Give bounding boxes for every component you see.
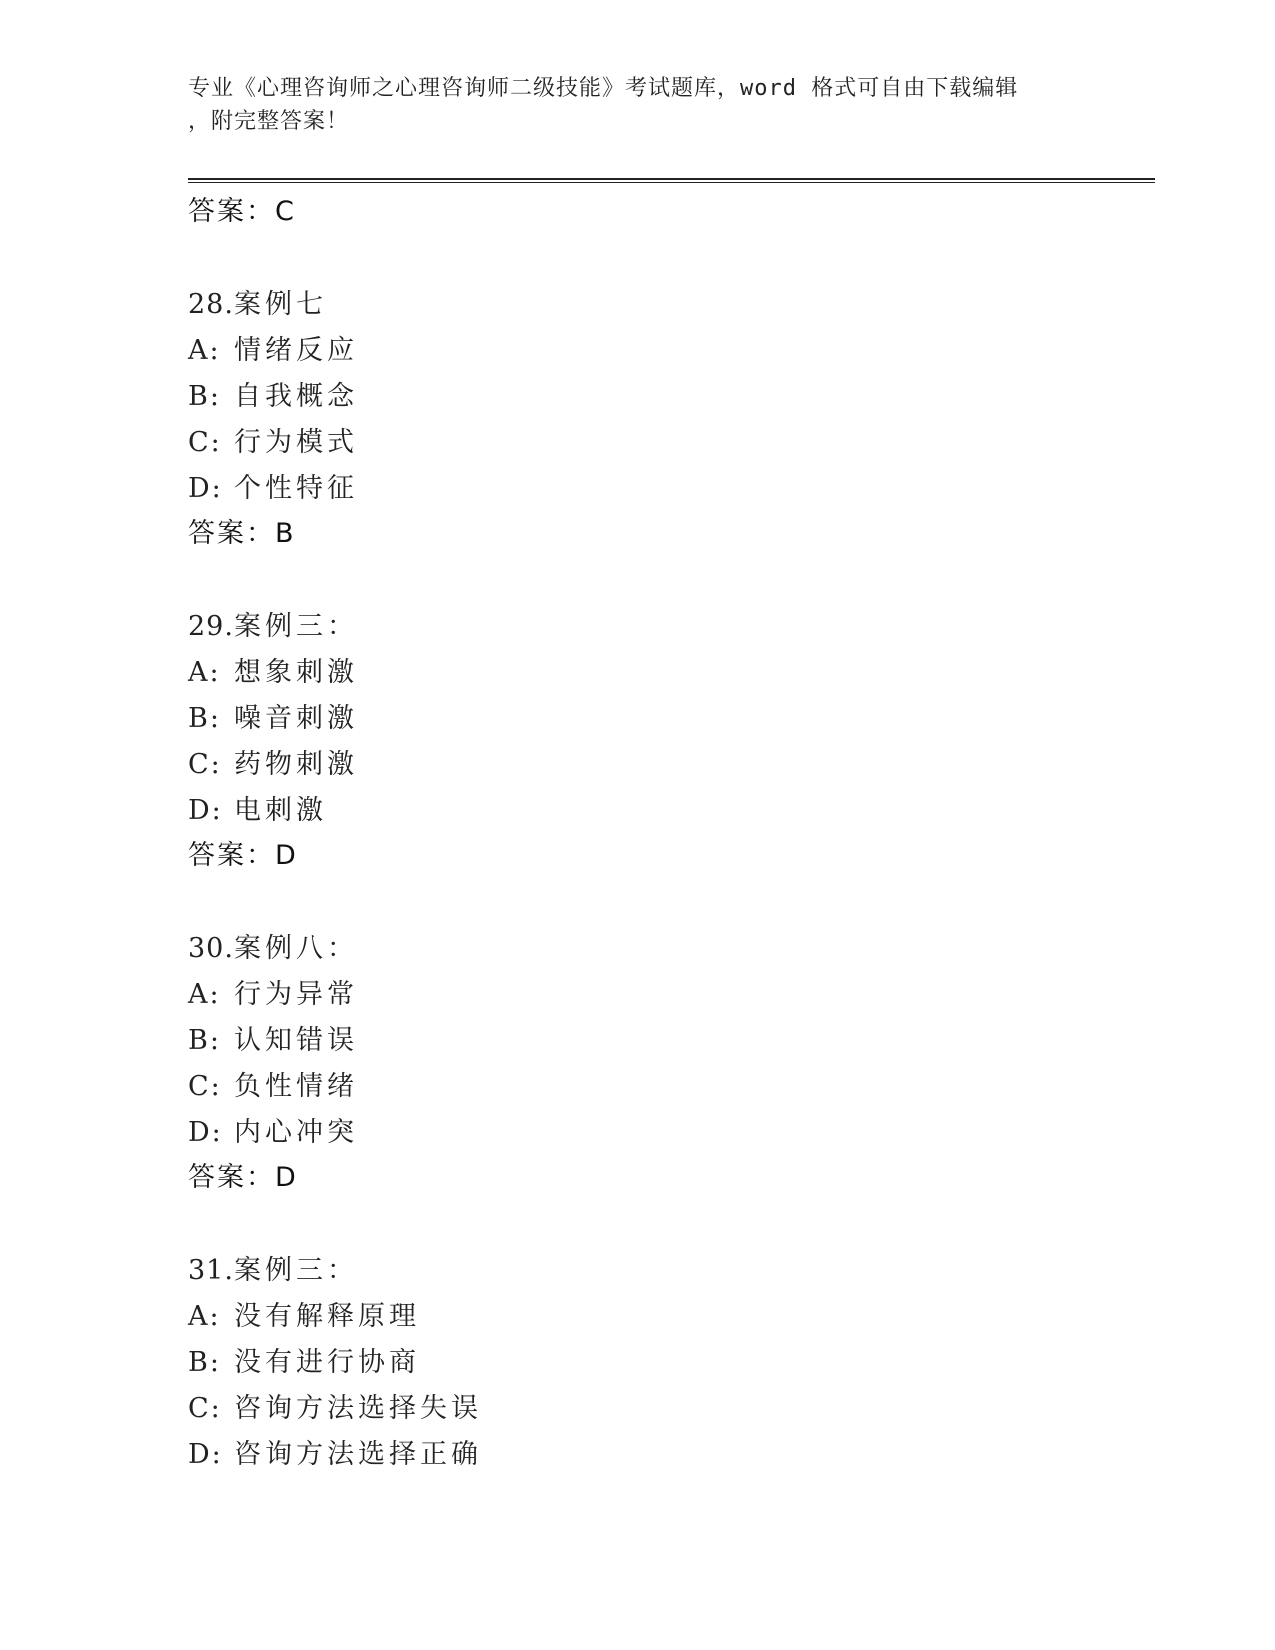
option-letter: D: xyxy=(188,1117,223,1148)
answer-line: 答案：C xyxy=(188,196,296,227)
header-divider-thick xyxy=(188,178,1155,180)
option-text: 自我概念 xyxy=(234,381,358,412)
option-c xyxy=(188,1386,1148,1432)
question-text: 案例八： xyxy=(233,933,358,964)
option-c xyxy=(188,420,1148,466)
option-letter: C: xyxy=(188,1393,222,1424)
option-text: 咨询方法选择正确 xyxy=(234,1439,482,1470)
question-29 xyxy=(188,604,1148,878)
option-text: 行为异常 xyxy=(234,979,358,1010)
option-text: 内心冲突 xyxy=(234,1117,358,1148)
question-list xyxy=(188,190,1148,1478)
question-number: 31. xyxy=(188,1255,234,1286)
option-a xyxy=(188,972,1148,1018)
question-number: 28. xyxy=(188,289,234,320)
question-28 xyxy=(188,282,1148,556)
question-text: 案例七 xyxy=(233,289,327,320)
option-letter: B: xyxy=(188,703,221,734)
option-text: 电刺激 xyxy=(234,795,327,826)
option-letter: A: xyxy=(188,1301,221,1332)
option-b xyxy=(188,1018,1148,1064)
answer-line: 答案：D xyxy=(188,1162,298,1193)
option-b xyxy=(188,1340,1148,1386)
question-text: 案例三： xyxy=(233,611,358,642)
option-letter: A: xyxy=(188,335,221,366)
option-letter: C: xyxy=(188,1071,222,1102)
option-letter: A: xyxy=(188,979,221,1010)
option-letter: C: xyxy=(188,427,222,458)
option-c xyxy=(188,742,1148,788)
option-text: 想象刺激 xyxy=(234,657,358,688)
question-number: 29. xyxy=(188,611,234,642)
option-text: 情绪反应 xyxy=(234,335,358,366)
question-title xyxy=(188,926,1148,972)
option-d xyxy=(188,788,1148,834)
option-letter: D: xyxy=(188,1439,223,1470)
option-d xyxy=(188,1110,1148,1156)
answer-line: 答案：B xyxy=(188,518,296,549)
option-a xyxy=(188,328,1148,374)
option-a xyxy=(188,1294,1148,1340)
option-text: 个性特征 xyxy=(234,473,358,504)
option-letter: B: xyxy=(188,1025,221,1056)
option-letter: D: xyxy=(188,795,223,826)
option-text: 药物刺激 xyxy=(234,749,358,780)
question-30 xyxy=(188,926,1148,1200)
document-header xyxy=(188,72,1108,138)
option-text: 认知错误 xyxy=(234,1025,358,1056)
option-letter: B: xyxy=(188,1347,221,1378)
question-text: 案例三： xyxy=(233,1255,358,1286)
option-d xyxy=(188,1432,1148,1478)
option-b xyxy=(188,696,1148,742)
option-c xyxy=(188,1064,1148,1110)
option-letter: D: xyxy=(188,473,223,504)
question-title xyxy=(188,282,1148,328)
question-title xyxy=(188,604,1148,650)
question-31 xyxy=(188,1248,1148,1478)
option-letter: A: xyxy=(188,657,221,688)
question-title xyxy=(188,1248,1148,1294)
option-text: 负性情绪 xyxy=(234,1071,358,1102)
header-divider-thin xyxy=(188,182,1155,183)
option-letter: B: xyxy=(188,381,221,412)
option-text: 行为模式 xyxy=(234,427,358,458)
question-number: 30. xyxy=(188,933,234,964)
header-line-2: ，附完整答案！ xyxy=(188,109,350,134)
option-b xyxy=(188,374,1148,420)
option-letter: C: xyxy=(188,749,222,780)
option-a xyxy=(188,650,1148,696)
option-text: 没有解释原理 xyxy=(234,1301,420,1332)
option-d xyxy=(188,466,1148,512)
header-line-1: 专业《心理咨询师之心理咨询师二级技能》考试题库，word 格式可自由下载编辑 xyxy=(188,76,1019,101)
option-text: 咨询方法选择失误 xyxy=(234,1393,482,1424)
answer-line: 答案：D xyxy=(188,840,298,871)
option-text: 没有进行协商 xyxy=(234,1347,420,1378)
option-text: 噪音刺激 xyxy=(234,703,358,734)
